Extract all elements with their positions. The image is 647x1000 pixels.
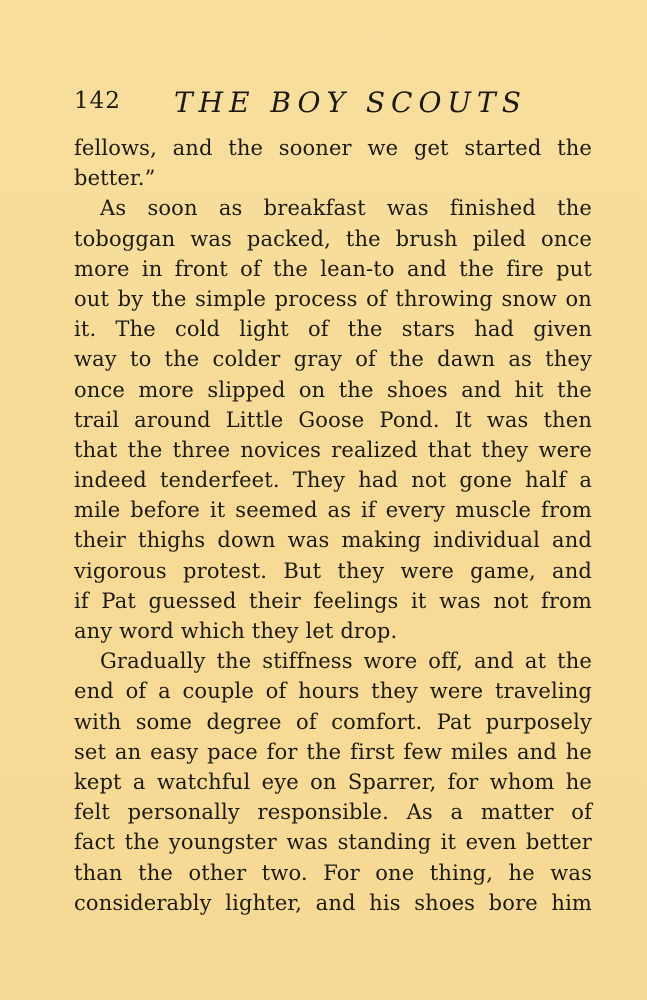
text-line: fact the youngster was standing it even better bbox=[74, 830, 592, 855]
text-line: toboggan was packed, the brush piled once bbox=[74, 226, 592, 251]
body-text bbox=[74, 133, 592, 918]
text-line: considerably lighter, and his shoes bore him bbox=[74, 890, 592, 915]
text-line: more in front of the lean-to and the fire put bbox=[74, 256, 592, 281]
text-line: set an easy pace for the first few miles and he bbox=[74, 739, 592, 764]
text-line: trail around Little Goose Pond. It was then bbox=[74, 407, 592, 432]
page-header bbox=[74, 82, 594, 122]
text-line: any word which they let drop. bbox=[74, 619, 398, 643]
text-line: felt personally responsible. As a matter of bbox=[74, 800, 592, 825]
text-line: mile before it seemed as if every muscle from bbox=[74, 498, 592, 523]
text-line: out by the simple process of throwing snow on bbox=[74, 286, 592, 311]
text-line: that the three novices realized that they were bbox=[74, 437, 592, 462]
text-line: way to the colder gray of the dawn as they bbox=[74, 347, 592, 372]
text-line: their thighs down was making individual and bbox=[74, 528, 592, 553]
running-head: THE BOY SCOUTS bbox=[174, 86, 527, 119]
paragraph-start-line: Gradually the stiffness wore off, and at the bbox=[100, 649, 592, 674]
text-line: if Pat guessed their feelings it was not from bbox=[74, 588, 592, 613]
text-line: end of a couple of hours they were traveling bbox=[74, 679, 592, 704]
text-line: it. The cold light of the stars had given bbox=[74, 317, 592, 342]
paragraph-start-line: As soon as breakfast was finished the bbox=[100, 196, 592, 221]
page-number: 142 bbox=[74, 88, 121, 114]
text-line: with some degree of comfort. Pat purposely bbox=[74, 709, 592, 734]
text-line: kept a watchful eye on Sparrer, for whom he bbox=[74, 769, 592, 794]
text-line: once more slipped on the shoes and hit the bbox=[74, 377, 592, 402]
text-line: better.” bbox=[74, 166, 156, 191]
text-line: indeed tenderfeet. They had not gone half a bbox=[74, 468, 592, 493]
text-line: vigorous protest. But they were game, and bbox=[74, 558, 592, 583]
text-line: fellows, and the sooner we get started the bbox=[74, 136, 592, 160]
text-line: than the other two. For one thing, he was bbox=[74, 860, 592, 885]
